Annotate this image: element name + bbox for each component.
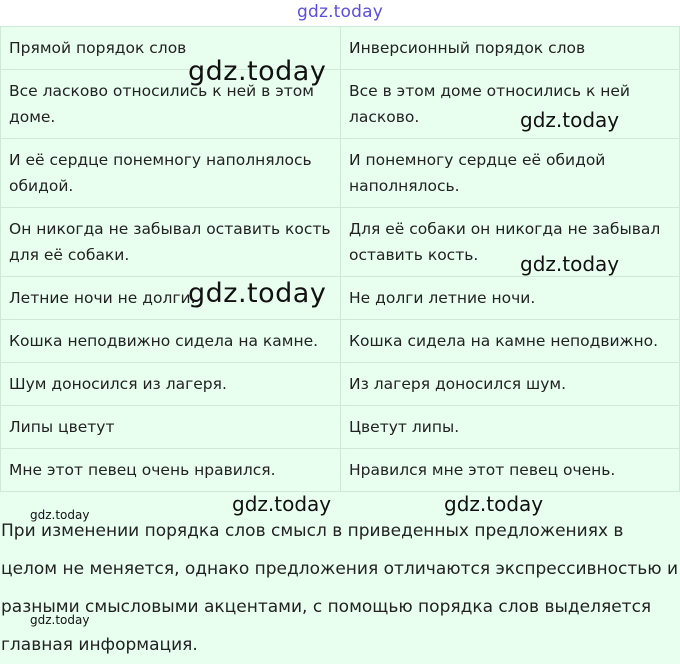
word-order-table: [0, 26, 680, 492]
direct-cell: Летние ночи не долги.: [1, 277, 341, 320]
header-direct-order: Прямой порядок слов: [1, 27, 341, 70]
table-header-row: [1, 27, 680, 70]
table-row: [1, 320, 680, 363]
inverted-cell: И понемногу сердце её обидой наполнялось.: [341, 139, 680, 208]
table-row: [1, 363, 680, 406]
watermark: gdz.today: [520, 252, 620, 276]
inverted-cell: Для её собаки он никогда не забывал оставить кость.: [341, 208, 680, 277]
inverted-cell: Кошка сидела на камне неподвижно.: [341, 320, 680, 363]
direct-cell: И её сердце понемногу наполнялось обидой.: [1, 139, 341, 208]
inverted-cell: Все в этом доме относились к ней ласково.: [341, 70, 680, 139]
watermark: gdz.today: [444, 492, 544, 516]
watermark: gdz.today: [520, 108, 620, 132]
table-row: [1, 208, 680, 277]
watermark-top: gdz.today: [296, 2, 384, 22]
content-area: [0, 26, 680, 664]
inverted-cell: Из лагеря доносился шум.: [341, 363, 680, 406]
watermark: gdz.today: [30, 508, 90, 522]
inverted-cell: Не долги летние ночи.: [341, 277, 680, 320]
direct-cell: Мне этот певец очень нравился.: [1, 449, 341, 492]
table-row: [1, 139, 680, 208]
direct-cell: Шум доносился из лагеря.: [1, 363, 341, 406]
watermark: gdz.today: [232, 492, 332, 516]
conclusion-paragraph: При изменении порядка слов смысл в приведенных предложениях в целом не меняется, однако предложения отличаются экспрессивностью и разными смысловыми акцентами, с помощью порядка слов выделяется главная информация.: [1, 521, 679, 655]
inverted-cell: Нравился мне этот певец очень.: [341, 449, 680, 492]
watermark: gdz.today: [30, 613, 90, 627]
watermark: gdz.today: [188, 56, 327, 87]
table-row: [1, 70, 680, 139]
inverted-cell: Цветут липы.: [341, 406, 680, 449]
table-row: [1, 277, 680, 320]
watermark: gdz.today: [188, 278, 327, 309]
direct-cell: Он никогда не забывал оставить кость для её собаки.: [1, 208, 341, 277]
direct-cell: Кошка неподвижно сидела на камне.: [1, 320, 341, 363]
table-row: [1, 406, 680, 449]
header-inverted-order: Инверсионный порядок слов: [341, 27, 680, 70]
table-row: [1, 449, 680, 492]
direct-cell: Липы цветут: [1, 406, 341, 449]
direct-cell: Все ласково относились к ней в этом доме.: [1, 70, 341, 139]
